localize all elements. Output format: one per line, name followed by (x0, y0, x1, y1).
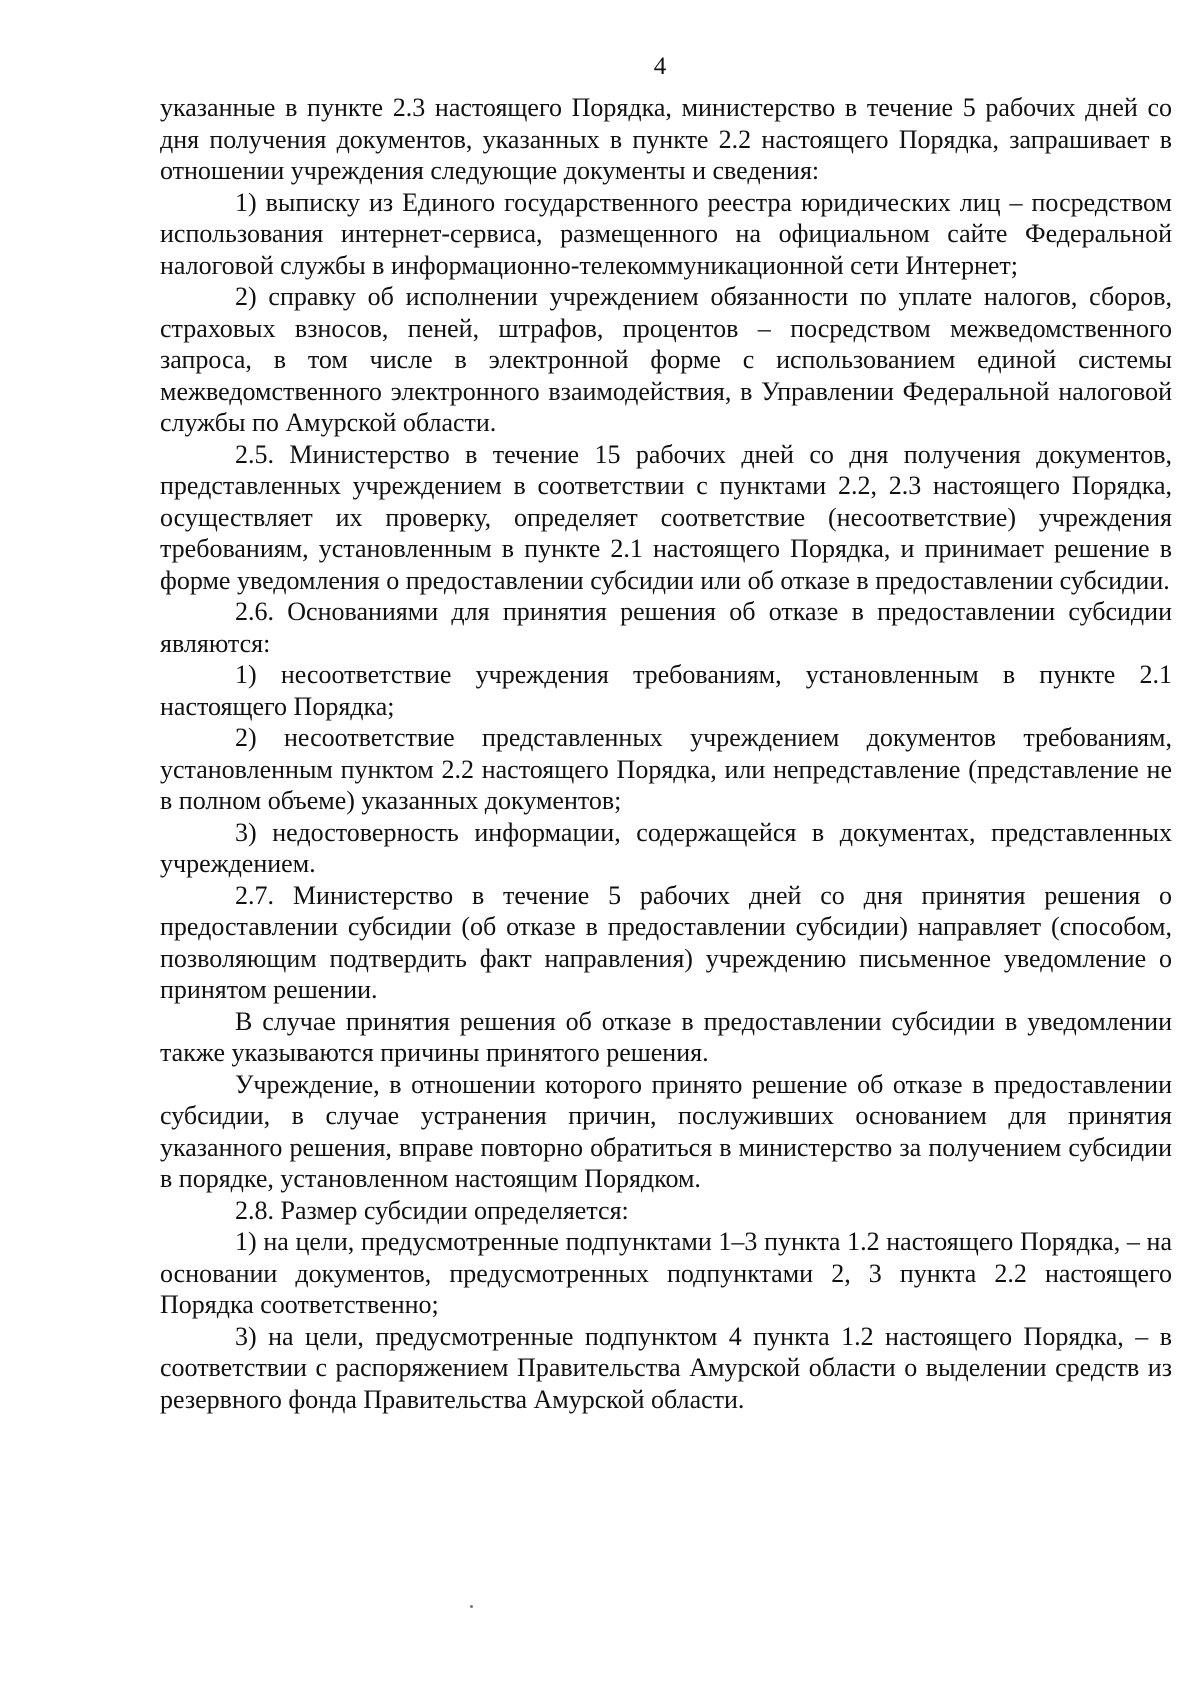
paragraph-2-6-item-2: 2) несоответствие представленных учреждением документов требованиям, установленным пунктом 2.2 настоящего Порядка, или непредставление (представление не в полном объеме) указанных документов; (160, 723, 1172, 815)
paragraph-item-tax-certificate: 2) справку об исполнении учреждением обязанности по уплате налогов, сборов, страховых взносов, пеней, штрафов, процентов – посредством межведомственного запроса, в том числе в электронной форме с использованием единой системы межведомственного электронного взаимодействия, в Управлении Федеральной налоговой службы по Амурской области. (160, 282, 1172, 437)
paragraph-2-8-item-1: 1) на цели, предусмотренные подпунктами 1–3 пункта 1.2 настоящего Порядка, – на основании документов, предусмотренных подпунктами 2, 3 пункта 2.2 настоящего Порядка соответственно; (160, 1227, 1172, 1319)
document-body (160, 92, 1172, 1415)
paragraph-reapplication: Учреждение, в отношении которого принято решение об отказе в предоставлении субсидии, в случае устранения причин, послуживших основанием для принятия указанного решения, вправе повторно обратиться в министерство за получением субсидии в порядке, установленном настоящим Порядком. (160, 1069, 1172, 1193)
scan-artifact-dot (470, 1605, 473, 1608)
paragraph-2-8: 2.8. Размер субсидии определяется: (235, 1195, 629, 1225)
paragraph-2-5: 2.5. Министерство в течение 15 рабочих дней со дня получения документов, представленных учреждением в соответствии с пунктами 2.2, 2.3 настоящего Порядка, осуществляет их проверку, определяет соответствие (несоответствие) учреждения требованиям, установленным в пункте 2.1 настоящего Порядка, и принимает решение в форме уведомления о предоставлении субсидии или об отказе в предоставлении субсидии. (160, 439, 1172, 595)
page-number: 4 (653, 53, 667, 80)
paragraph-2-6: 2.6. Основаниями для принятия решения об отказе в предоставлении субсидии являются: (160, 597, 1172, 658)
paragraph-2-6-item-1: 1) несоответствие учреждения требованиям, установленным в пункте 2.1 настоящего Порядка; (160, 660, 1172, 721)
paragraph-continuation: указанные в пункте 2.3 настоящего Порядка, министерство в течение 5 рабочих дней со дня получения документов, указанных в пункте 2.2 настоящего Порядка, запрашивает в отношении учреждения следующие документы и сведения: (160, 93, 1172, 185)
paragraph-item-egrul-extract: 1) выписку из Единого государственного реестра юридических лиц – посредством использования интернет-сервиса, размещенного на официальном сайте Федеральной налоговой службы в информационно-телекоммуникационной сети Интернет; (160, 187, 1172, 280)
paragraph-2-8-item-3: 3) на цели, предусмотренные подпунктом 4 пункта 1.2 настоящего Порядка, – в соответствии с распоряжением Правительства Амурской области о выделении средств из резервного фонда Правительства Амурской области. (160, 1321, 1172, 1414)
paragraph-2-7: 2.7. Министерство в течение 5 рабочих дней со дня принятия решения о предоставлении субсидии (об отказе в предоставлении субсидии) направляет (способом, позволяющим подтвердить факт направления) учреждению письменное уведомление о принятом решении. (160, 880, 1172, 1004)
paragraph-refusal-reasons: В случае принятия решения об отказе в предоставлении субсидии в уведомлении также указываются причины принятого решения. (160, 1006, 1172, 1067)
paragraph-2-6-item-3: 3) недостоверность информации, содержащейся в документах, представленных учреждением. (160, 817, 1172, 878)
